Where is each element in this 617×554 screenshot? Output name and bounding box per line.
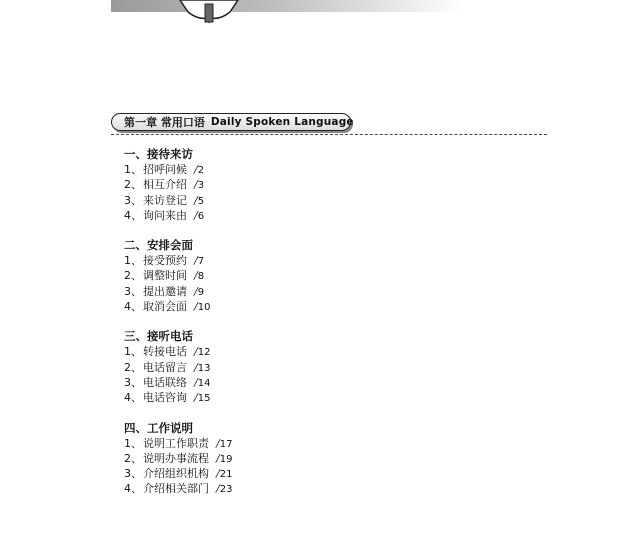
slash-separator: / (194, 269, 198, 283)
slash-separator: / (194, 360, 198, 374)
slash-separator: / (194, 284, 198, 298)
chapter-header (111, 113, 551, 143)
toc-entry[interactable] (124, 390, 424, 405)
entry-page-number: 13 (197, 362, 211, 374)
entry-title: 转接电话 (143, 345, 187, 359)
book-icon (178, 0, 240, 24)
entry-title: 来访登记 (143, 193, 187, 207)
slash-separator: / (216, 451, 220, 465)
slash-separator: / (216, 482, 220, 496)
entry-page-number: 6 (197, 210, 205, 222)
chapter-title-cn: 第一章 常用口语 (124, 116, 205, 129)
slash-separator: / (194, 375, 198, 389)
entry-title: 电话联络 (143, 375, 187, 389)
section-title: 三、接听电话 (124, 329, 193, 344)
entry-number: 3、 (124, 193, 142, 207)
entry-title: 介绍相关部门 (143, 482, 209, 496)
toc-entry[interactable] (124, 162, 424, 177)
entry-number: 4、 (124, 300, 142, 314)
entry-page-number: 21 (219, 469, 233, 481)
entry-number: 2、 (124, 178, 142, 192)
dashed-divider (111, 134, 547, 135)
entry-title: 提出邀请 (143, 284, 187, 298)
slash-separator: / (194, 178, 198, 192)
toc-section (124, 237, 424, 314)
slash-separator: / (194, 300, 198, 314)
entry-page-number: 8 (197, 271, 205, 283)
slash-separator: / (216, 436, 220, 450)
entry-number: 2、 (124, 451, 142, 465)
entry-number: 3、 (124, 284, 142, 298)
chapter-title-badge (111, 113, 354, 131)
entry-number: 1、 (124, 436, 142, 450)
toc-entry[interactable] (124, 268, 424, 283)
entry-title: 接受预约 (143, 254, 187, 268)
toc-entry[interactable] (124, 436, 424, 451)
entry-number: 2、 (124, 269, 142, 283)
entry-title: 介绍组织机构 (143, 467, 209, 481)
toc-entry[interactable] (124, 177, 424, 192)
entry-page-number: 17 (219, 438, 233, 450)
entry-number: 2、 (124, 360, 142, 374)
slash-separator: / (216, 467, 220, 481)
toc-entry[interactable] (124, 193, 424, 208)
toc-entry[interactable] (124, 208, 424, 223)
entry-page-number: 2 (197, 165, 205, 176)
section-title: 四、工作说明 (124, 420, 193, 435)
toc-entry[interactable] (124, 344, 424, 359)
table-of-contents (124, 146, 424, 511)
entry-number: 1、 (124, 254, 142, 268)
entry-number: 4、 (124, 482, 142, 496)
entry-number: 3、 (124, 375, 142, 389)
slash-separator: / (194, 254, 198, 268)
header-gradient-band (111, 0, 463, 12)
entry-number: 1、 (124, 163, 142, 176)
entry-title: 招呼问候 (143, 163, 187, 176)
entry-number: 1、 (124, 345, 142, 359)
entry-page-number: 23 (219, 484, 233, 496)
entry-number: 3、 (124, 467, 142, 481)
entry-title: 说明工作职责 (143, 436, 209, 450)
entry-title: 说明办事流程 (143, 451, 209, 465)
entry-title: 电话留言 (143, 360, 187, 374)
entry-page-number: 19 (219, 453, 233, 465)
entry-page-number: 9 (197, 286, 205, 298)
entry-title: 调整时间 (143, 269, 187, 283)
entry-number: 4、 (124, 208, 142, 222)
entry-page-number: 14 (197, 377, 211, 389)
section-title: 二、安排会面 (124, 238, 193, 253)
slash-separator: / (194, 391, 198, 405)
entry-page-number: 7 (197, 256, 205, 268)
toc-entry[interactable] (124, 284, 424, 299)
entry-page-number: 10 (197, 302, 211, 314)
entry-number: 4、 (124, 391, 142, 405)
toc-entry[interactable] (124, 360, 424, 375)
entry-page-number: 12 (197, 347, 211, 359)
entry-page-number: 15 (197, 393, 211, 405)
chapter-title-en: Daily Spoken Language (210, 116, 354, 128)
entry-title: 相互介绍 (143, 178, 187, 192)
slash-separator: / (194, 345, 198, 359)
slash-separator: / (194, 163, 198, 176)
slash-separator: / (194, 208, 198, 222)
entry-title: 取消会面 (143, 300, 187, 314)
entry-page-number: 3 (197, 180, 205, 192)
toc-entry[interactable] (124, 451, 424, 466)
slash-separator: / (194, 193, 198, 207)
entry-page-number: 5 (197, 195, 205, 207)
toc-entry[interactable] (124, 375, 424, 390)
toc-section (124, 420, 424, 497)
toc-entry[interactable] (124, 299, 424, 314)
toc-section (124, 328, 424, 405)
entry-title: 电话咨询 (143, 391, 187, 405)
toc-entry[interactable] (124, 481, 424, 496)
toc-section (124, 146, 424, 223)
section-title: 一、接待来访 (124, 147, 193, 161)
toc-entry[interactable] (124, 466, 424, 481)
toc-entry[interactable] (124, 253, 424, 268)
entry-title: 询问来由 (143, 208, 187, 222)
